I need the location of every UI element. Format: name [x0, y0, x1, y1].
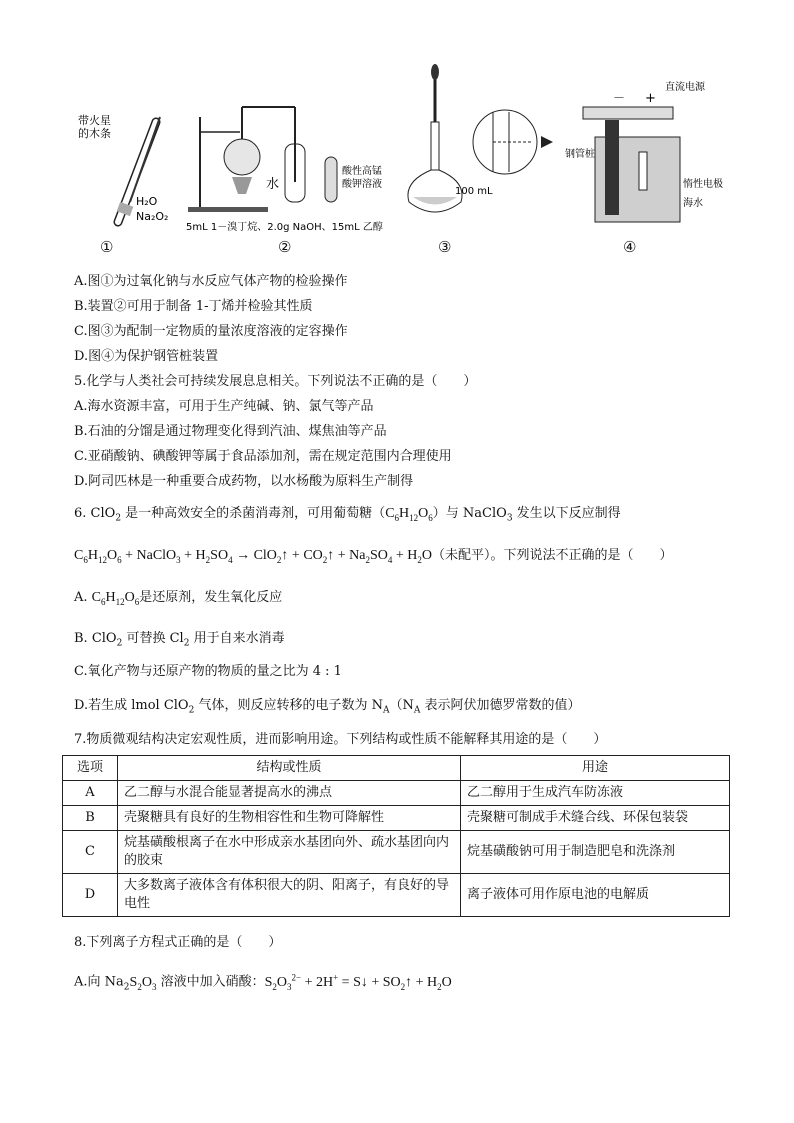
table-cell: A	[63, 781, 118, 806]
q5-stem: 5.化学与人类社会可持续发展息息相关。下列说法不正确的是（ ）	[74, 374, 477, 389]
fig3-number: ③	[438, 238, 452, 256]
fig4-seawater: 海水	[683, 198, 703, 209]
table-cell: 烷基磺酸钠可用于制造肥皂和洗涤剂	[461, 831, 730, 874]
figure-1-test-tube	[70, 62, 180, 242]
table-cell: 烷基磺酸根离子在水中形成亲水基团向外、疏水基团向内的胶束	[118, 831, 461, 874]
table-cell: B	[63, 806, 118, 831]
table-header-row	[63, 756, 730, 781]
q7-table	[62, 755, 730, 917]
q5-option-c: C.亚硝酸钠、碘酸钾等属于食品添加剂，需在规定范围内合理使用	[74, 449, 452, 464]
q6-option-a: A. $C_6H_{12}O_6$是还原剂，发生氧化反应	[74, 590, 283, 607]
table-cell: 壳聚糖具有良好的生物相容性和生物可降解性	[118, 806, 461, 831]
q8-option-a: A.向 $Na_2S_2O_3$ 溶液中加入硝酸：$S_2O_3^{2-} + 2H^+$ = S↓ + $SO_2↑ + H_2O$	[74, 972, 452, 993]
fig1-number: ①	[100, 238, 114, 256]
q4-option-d: D.图④为保护钢管桩装置	[74, 349, 219, 364]
fig2-water: 水	[266, 177, 280, 192]
fig3-volume: 100 mL	[455, 186, 493, 197]
figure-row	[60, 62, 740, 262]
fig1-label-top2: 的木条	[78, 127, 111, 140]
table-cell: 大多数离子液体含有体积很大的阴、阳离子，有良好的导电性	[118, 874, 461, 917]
fig1-label-top: 带火星	[78, 114, 111, 127]
fig2-reagent-2: 酸钾溶液	[342, 179, 382, 190]
table-header: 选项	[63, 756, 118, 781]
q6-option-d: D.若生成 lmol ClO$_2$ 气体，则反应转移的电子数为 $N_A(N_A$ 表示阿伏加德罗常数的值）	[74, 698, 581, 716]
fig4-pile: 钢管桩	[565, 149, 595, 160]
q8-stem: 8.下列离子方程式正确的是（ ）	[74, 935, 282, 950]
q4-option-a: A.图①为过氧化钠与水反应气体产物的检验操作	[74, 274, 348, 289]
table-cell: C	[63, 831, 118, 874]
table-row	[63, 806, 730, 831]
q6-option-c: C.氧化产物与还原产物的物质的量之比为 4 : 1	[74, 664, 342, 679]
figure-3-volumetric-flask	[405, 62, 565, 242]
q5-option-b: B.石油的分馏是通过物理变化得到汽油、煤焦油等产品	[74, 424, 387, 439]
q7-stem: 7.物质微观结构决定宏观性质，进而影响用途。下列结构或性质不能解释其用途的是（ ）	[74, 732, 607, 747]
table-row	[63, 781, 730, 806]
q6-stem: 6. ClO$_2$ 是一种高效安全的杀菌消毒剂，可用葡萄糖$(C_6H_{12}O_6)$与 NaClO$_3$ 发生以下反应制得	[74, 506, 621, 524]
table-cell: 乙二醇与水混合能显著提高水的沸点	[118, 781, 461, 806]
q6-option-b: B. ClO$_2$ 可替换 $Cl_2$ 用于自来水消毒	[74, 631, 285, 649]
fig4-power: 直流电源	[665, 82, 705, 93]
fig4-electrode: 惰性电极	[683, 179, 723, 190]
figure-4-protection-device	[565, 62, 740, 242]
fig2-reagent-1: 酸性高锰	[342, 166, 382, 177]
table-row	[63, 831, 730, 874]
table-cell: 离子液体可用作原电池的电解质	[461, 874, 730, 917]
fig4-number: ④	[623, 238, 637, 256]
fig4-minus: －	[613, 91, 626, 105]
table-cell: 乙二醇用于生成汽车防冻液	[461, 781, 730, 806]
q4-option-b: B.装置②可用于制备 1-丁烯并检验其性质	[74, 299, 313, 314]
q5-option-d: D.阿司匹林是一种重要合成药物，以水杨酸为原料生产制得	[74, 474, 414, 489]
figure-2-apparatus	[180, 62, 400, 242]
fig4-plus: +	[645, 91, 656, 106]
q5-option-a: A.海水资源丰富，可用于生产纯碱、钠、氯气等产品	[74, 399, 374, 414]
fig2-caption: 5mL 1－溴丁烷、2.0g NaOH、15mL 乙醇	[186, 222, 383, 233]
table-header: 结构或性质	[118, 756, 461, 781]
fig2-number: ②	[278, 238, 292, 256]
fig1-na2o2: Na₂O₂	[136, 210, 169, 223]
table-cell: D	[63, 874, 118, 917]
fig1-h2o: H₂O	[136, 195, 158, 208]
table-cell: 壳聚糖可制成手术缝合线、环保包装袋	[461, 806, 730, 831]
q4-option-c: C.图③为配制一定物质的量浓度溶液的定容操作	[74, 324, 348, 339]
table-row	[63, 874, 730, 917]
q6-equation: $C_6H_{12}O_6$ + NaClO$_3$ + $H_2SO_4$ → ClO$_2$↑ + $CO_2↑ + Na_2SO_4 + H_2O$（未配平）。下列说法不正确的是（ ）	[74, 548, 673, 565]
table-header: 用途	[461, 756, 730, 781]
